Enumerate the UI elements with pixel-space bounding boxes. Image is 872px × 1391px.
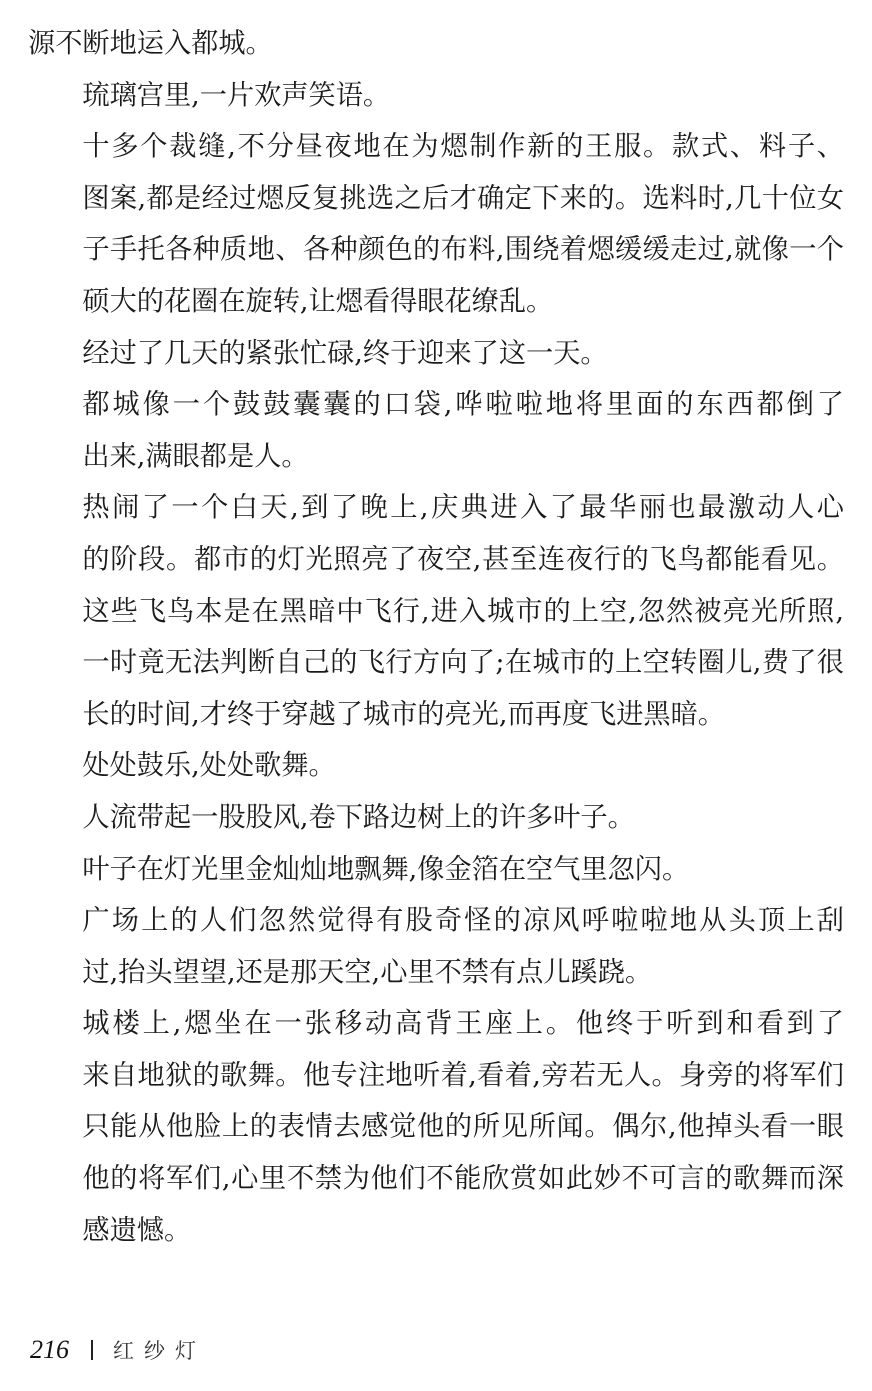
page-footer — [30, 1332, 206, 1368]
text-line: 十多个裁缝,不分昼夜地在为煾制作新的王服。款式、料子、 — [82, 131, 844, 163]
text-line: 子手托各种质地、各种颜色的布料,围绕着煾缓缓走过,就像一个 — [82, 234, 844, 266]
paragraph — [28, 18, 844, 70]
text-line: 一时竟无法判断自己的飞行方向了;在城市的上空转圈儿,费了很 — [82, 647, 844, 679]
paragraph — [28, 792, 844, 844]
text-line: 这些飞鸟本是在黑暗中飞行,进入城市的上空,忽然被亮光所照, — [82, 595, 844, 627]
paragraph — [28, 844, 844, 896]
text-line: 感遗憾。 — [82, 1214, 192, 1246]
text-line: 他的将军们,心里不禁为他们不能欣赏如此妙不可言的歌舞而深 — [82, 1163, 844, 1195]
text-line: 叶子在灯光里金灿灿地飘舞,像金箔在空气里忽闪。 — [82, 853, 690, 885]
text-line: 城楼上,煾坐在一张移动高背王座上。他终于听到和看到了 — [82, 1008, 844, 1040]
text-line: 都城像一个鼓鼓囊囊的口袋,哗啦啦地将里面的东西都倒了 — [82, 389, 844, 421]
text-line: 源不断地运入都城。 — [28, 28, 273, 59]
text-line: 热闹了一个白天,到了晚上,庆典进入了最华丽也最激动人心 — [82, 492, 844, 524]
text-line: 图案,都是经过煾反复挑选之后才确定下来的。选料时,几十位女 — [82, 182, 844, 214]
text-line: 长的时间,才终于穿越了城市的亮光,而再度飞进黑暗。 — [82, 698, 725, 730]
text-line: 广场上的人们忽然觉得有股奇怪的凉风呼啦啦地从头顶上刮 — [82, 905, 844, 937]
page-number: 216 — [30, 1335, 69, 1364]
paragraph — [28, 998, 844, 1256]
text-line: 过,抬头望望,还是那天空,心里不禁有点儿蹊跷。 — [82, 956, 653, 988]
text-line: 人流带起一股股风,卷下路边树上的许多叶子。 — [82, 801, 635, 833]
text-line: 的阶段。都市的灯光照亮了夜空,甚至连夜行的飞鸟都能看见。 — [82, 543, 844, 575]
paragraph — [28, 740, 844, 792]
footer-separator — [91, 1340, 93, 1360]
text-line: 来自地狱的歌舞。他专注地听着,看着,旁若无人。身旁的将军们 — [82, 1059, 844, 1091]
text-line: 处处鼓乐,处处歌舞。 — [82, 750, 336, 782]
text-line: 出来,满眼都是人。 — [82, 440, 309, 472]
text-line: 琉璃宫里,一片欢声笑语。 — [82, 79, 391, 111]
page-body — [28, 18, 844, 1256]
paragraph — [28, 482, 844, 740]
book-title: 红纱灯 — [113, 1339, 206, 1363]
text-line: 硕大的花圈在旋转,让煾看得眼花缭乱。 — [82, 285, 554, 317]
paragraph — [28, 895, 844, 998]
paragraph — [28, 121, 844, 327]
paragraph — [28, 328, 844, 380]
text-line: 经过了几天的紧张忙碌,终于迎来了这一天。 — [82, 337, 608, 369]
text-line: 只能从他脸上的表情去感觉他的所见所闻。偶尔,他掉头看一眼 — [82, 1111, 844, 1143]
paragraph — [28, 379, 844, 482]
paragraph — [28, 70, 844, 122]
